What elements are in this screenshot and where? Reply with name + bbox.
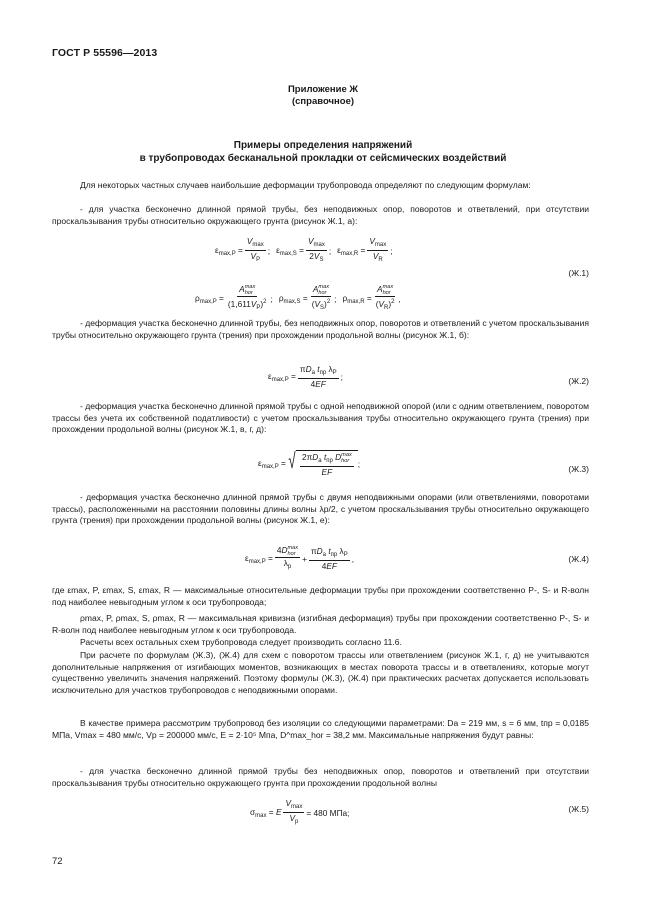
paragraph-calculation-note: При расчете по формулам (Ж.3), (Ж.4) для схем с поворотом трассы или ответвлением (рисунок Ж.1, г, д) не учитываются дополнительные напряжения от изгибающих моментов, возникающих в местах поворота трассы и в ответвлениях, которые могут существенно увеличить значения напряжений. Поэтому формулы (Ж.3), (Ж.4) при практических расчетах допускается использовать исключительно для участков трубопроводов с неподвижными опорами. <box>52 650 589 695</box>
annex-title: Приложение Ж <box>287 84 359 95</box>
equation-strain-3: $\varepsilon_{max,P}$ = √ $2\pi D_a$ $t_{пр}$ D max hor EF ; <box>258 448 361 478</box>
equation-strain-2: $\varepsilon_{max,P}$ = $\frac{\pi D_a t_{пр} \lambda_P}{4EF}$ ; <box>268 364 343 389</box>
section-title-line1: Примеры определения напряжений <box>233 140 413 151</box>
paragraph-example-case: - для участка бесконечно длинной прямой трубы без неподвижных опор, поворотов и ответвлений при отсутствии проскальзывания трубы относительно окружающего грунта при прохождении продольной волны <box>52 766 589 788</box>
paragraph-case-a: - для участка бесконечно длинной прямой трубы, без неподвижных опор, поворотов и ответвлений, при отсутствии проскальзывания трубы относительно окружающего грунта (рисунок Ж.1, а): <box>52 204 589 226</box>
paragraph-example-parameters: В качестве примера рассмотрим трубопровод без изоляции со следующими параметрами: Da = 219 мм, s = 6 мм, tпр = 0,0185 МПа, Vmax = 480 мм/с, Vp = 200000 мм/с, E = 2·10⁵ Мпа, D^max_hor = 38,2 мм. Максимальные напряжения будут равны: <box>52 718 589 740</box>
equation-strain-1: $\varepsilon_{max,P}$ = $\frac{V_{max}}{V_P}$ ; $\varepsilon_{max,S}$ = $\frac{V_{max}}{2V_S}$ ; $\varepsilon_{max,R}$ = $\frac{V_{max}}{V_R}$ ; <box>215 236 393 263</box>
equation-label-5: (Ж.5) <box>568 804 589 814</box>
equation-strain-4: $\varepsilon_{max,P}$ = 4D max hor $\lambda_p$ + $\frac{\pi D_a t_{пр} \lambda_P}{4EF}$ , <box>245 545 355 571</box>
annex-kind: (справочное) <box>291 96 355 107</box>
section-title-line2: в трубопроводах бесканальной прокладки от сейсмических воздействий <box>139 153 507 164</box>
equation-label-1: (Ж.1) <box>568 268 589 278</box>
paragraph-other-schemes: Расчеты всех остальных схем трубопровода следует производить согласно 11.6. <box>80 637 402 647</box>
paragraph-where-strain: где εmax, P, εmax, S, εmax, R — максимальные относительные деформации трубы при прохождении соответственно P-, S- и R-волн под наиболее невыгодным углом к оси трубопровода; <box>52 585 589 607</box>
equation-curvature-1: $\rho_{max,P}$ = A max hor $(1,611V_P)^2$ ; $\rho_{max,S}$ = A max hor $(V_S)^2$ ; $\rho_{max,R}$ = A max hor $(V_R)^2$ , <box>195 284 401 311</box>
equation-label-2: (Ж.2) <box>568 376 589 386</box>
equation-label-3: (Ж.3) <box>568 464 589 474</box>
paragraph-case-b: - деформация участка бесконечно длинной трубы, без неподвижных опор, поворотов и ответвлений с учетом проскальзывания трубы относительно окружающего грунта (трения) при прохождении продольной волны (рисунок Ж.1, б): <box>52 318 589 340</box>
paragraph-case-e: - деформация участка бесконечно длинной прямой трубы с двумя неподвижными опорами (или ответвлениями, поворотами трассы), расположенными на расстоянии половины длины волны λр/2, с учетом проскальзывания трубы относительно окружающего грунта (трения) при прохождении продольной волны (рисунок Ж.1, е): <box>52 492 589 526</box>
paragraph-case-v: - деформация участка бесконечно длинной прямой трубы с одной неподвижной опорой (или с одним ответвлением, поворотом трассы без учета их собственной податливости) с учетом проскальзывания трубы относительно окружающего грунта (трения) при прохождении продольной волны (рисунок Ж.1, в, г, д): <box>52 401 589 435</box>
equation-stress-5: $\sigma_{max} = E$ $\frac{V_{max}}{V_p}$ = 480 МПа; <box>250 798 350 825</box>
page-number: 72 <box>52 856 63 867</box>
paragraph-intro: Для некоторых частных случаев наибольшие деформации трубопровода определяют по следующим формулам: <box>80 180 531 190</box>
document-id: ГОСТ Р 55596—2013 <box>52 47 158 59</box>
equation-5-result: = 480 МПа; <box>306 807 350 818</box>
paragraph-where-curvature: ρmax, P, ρmax, S, ρmax, R — максимальная кривизна (изгибная деформация) трубы при прохождении соответственно P-, S- и R-волн под наиболее невыгодным углом к оси трубопровода. <box>52 613 589 635</box>
equation-label-4: (Ж.4) <box>568 554 589 564</box>
